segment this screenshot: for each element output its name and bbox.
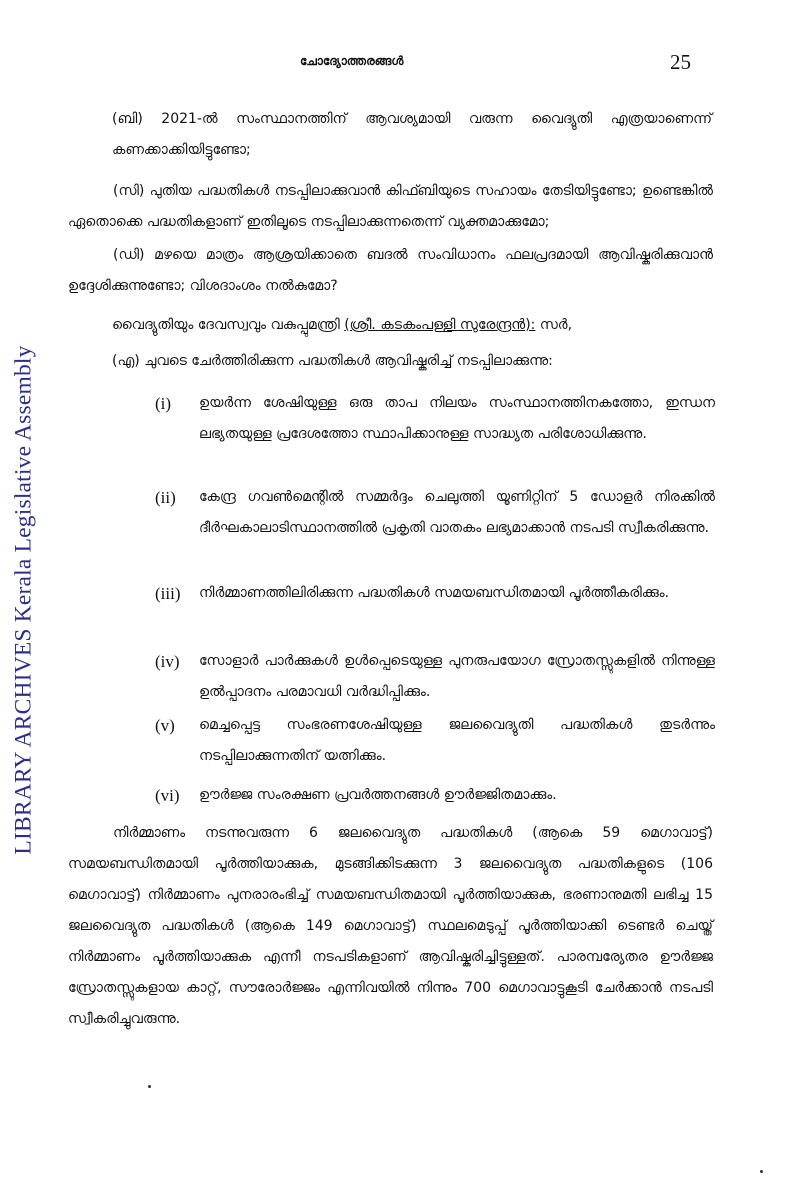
archive-watermark: LIBRARY ARCHIVES Kerala Legislative Assembly bbox=[10, 345, 37, 855]
scan-speck bbox=[148, 1085, 151, 1088]
item-text: മെച്ചപ്പെട്ട സംഭരണശേഷിയുള്ള ജലവൈദ്യുതി പദ്ധതികൾ തുടർന്നും നടപ്പിലാക്കുന്നതിന് യത്നിക്കും. bbox=[199, 717, 715, 764]
item-number: (iii) bbox=[155, 584, 181, 603]
minister-name: (ശ്രീ. കടകംപള്ളി സുരേന്ദ്രൻ): bbox=[344, 317, 536, 333]
closing-paragraph: നിർമ്മാണം നടന്നുവരുന്ന 6 ജലവൈദ്യുത പദ്ധതികൾ (ആകെ 59 മെഗാവാട്ട്) സമയബന്ധിതമായി പൂർത്തിയാക്കുക, മുടങ്ങിക്കിടക്കുന്ന 3 ജലവൈദ്യുത പദ്ധതികളുടെ (106 മെഗാവാട്ട്) നിർമ്മാണം പുനരാരംഭിച്ച് സമയബന്ധിതമായി പൂർത്തിയാക്കുക, ഭരണാനുമതി ലഭിച്ച 15 ജലവൈദ്യുത പദ്ധതികൾ (ആകെ 149 മെഗാവാട്ട്) സ്ഥലമെടുപ്പ് പൂർത്തിയാക്കി ടെണ്ടർ ചെയ്ത് നിർമ്മാണം പൂർത്തിയാക്കുക എന്നീ നടപടികളാണ് ആവിഷ്കരിച്ചിട്ടുള്ളത്. പാരമ്പര്യേതര ഊർജ്ജ സ്രോതസ്സുകളായ കാറ്റ്, സൗരോർജ്ജം എന്നിവയിൽ നിന്നും 700 മെഗാവാട്ടുകൂടി ചേർക്കാൻ നടപടി സ്വീകരിച്ചുവരുന്നു. bbox=[68, 825, 713, 1027]
item-text: കേന്ദ്ര ഗവൺമെന്റിൽ സമ്മർദ്ദം ചെലുത്തി യൂണിറ്റിന് 5 ഡോളർ നിരക്കിൽ ദീർഘകാലാടിസ്ഥാനത്തിൽ പ്രകൃതി വാതകം ലഭ്യമാക്കാൻ നടപടി സ്വീകരിക്കുന്നു. bbox=[199, 489, 715, 536]
answer-a-intro: (എ) ചുവടെ ചേർത്തിരിക്കുന്ന പദ്ധതികൾ ആവിഷ്കരിച്ച് നടപ്പിലാക്കുന്നു: bbox=[112, 353, 553, 369]
item-text: ഊർജ്ജ സംരക്ഷണ പ്രവർത്തനങ്ങൾ ഊർജ്ജിതമാക്കും. bbox=[199, 787, 557, 803]
item-number: (iv) bbox=[155, 652, 180, 671]
answer-item bbox=[155, 388, 715, 450]
item-number: (ii) bbox=[155, 488, 176, 507]
item-text: ഉയർന്ന ശേഷിയുള്ള ഒരു താപ നിലയം സംസ്ഥാനത്തിനകത്തോ, ഇന്ധന ലഭ്യതയുള്ള പ്രദേശത്തോ സ്ഥാപിക്കാനുള്ള സാദ്ധ്യത പരിശോധിക്കുന്നു. bbox=[199, 395, 715, 442]
question-d: (ഡി) മഴയെ മാത്രം ആശ്രയിക്കാതെ ബദൽ സംവിധാനം ഫലപ്രദമായി ആവിഷ്കരിക്കുവാൻ ഉദ്ദേശിക്കുന്നുണ്ടോ; വിശദാംശം നൽകുമോ? bbox=[68, 247, 713, 294]
item-text: നിർമ്മാണത്തിലിരിക്കുന്ന പദ്ധതികൾ സമയബന്ധിതമായി പൂർത്തീകരിക്കും. bbox=[199, 585, 670, 601]
minister-line bbox=[112, 310, 712, 341]
question-b: (ബി) 2021-ൽ സംസ്ഥാനത്തിന് ആവശ്യമായി വരുന്ന വൈദ്യുതി എത്രയാണെന്ന് കണക്കാക്കിയിട്ടുണ്ടോ; bbox=[112, 111, 712, 158]
salutation: സർ, bbox=[539, 317, 573, 333]
scan-speck bbox=[760, 1170, 763, 1173]
answer-item bbox=[155, 578, 715, 609]
page-number: 25 bbox=[670, 50, 691, 74]
answer-item bbox=[155, 710, 715, 772]
item-number: (i) bbox=[155, 394, 172, 413]
answer-item bbox=[155, 780, 715, 811]
item-number: (v) bbox=[155, 716, 175, 735]
minister-title: വൈദ്യുതിയും ദേവസ്വവും വകുപ്പുമന്ത്രി bbox=[112, 317, 340, 333]
running-title: ചോദ്യോത്തരങ്ങൾ bbox=[300, 54, 404, 68]
item-text: സോളാർ പാർക്കുകൾ ഉൾപ്പെടെയുള്ള പുനരുപയോഗ സ്രോതസ്സുകളിൽ നിന്നുള്ള ഉൽപ്പാദനം പരമാവധി വർദ്ധിപ്പിക്കും. bbox=[199, 653, 715, 700]
question-c: (സി) പുതിയ പദ്ധതികൾ നടപ്പിലാക്കുവാൻ കിഫ്ബിയുടെ സഹായം തേടിയിട്ടുണ്ടോ; ഉണ്ടെങ്കിൽ ഏതൊക്കെ പദ്ധതികളാണ് ഇതിലൂടെ നടപ്പിലാക്കുന്നതെന്ന് വ്യക്തമാക്കുമോ; bbox=[68, 183, 713, 230]
answer-item bbox=[155, 646, 715, 708]
answer-item bbox=[155, 482, 715, 544]
item-number: (vi) bbox=[155, 786, 180, 805]
